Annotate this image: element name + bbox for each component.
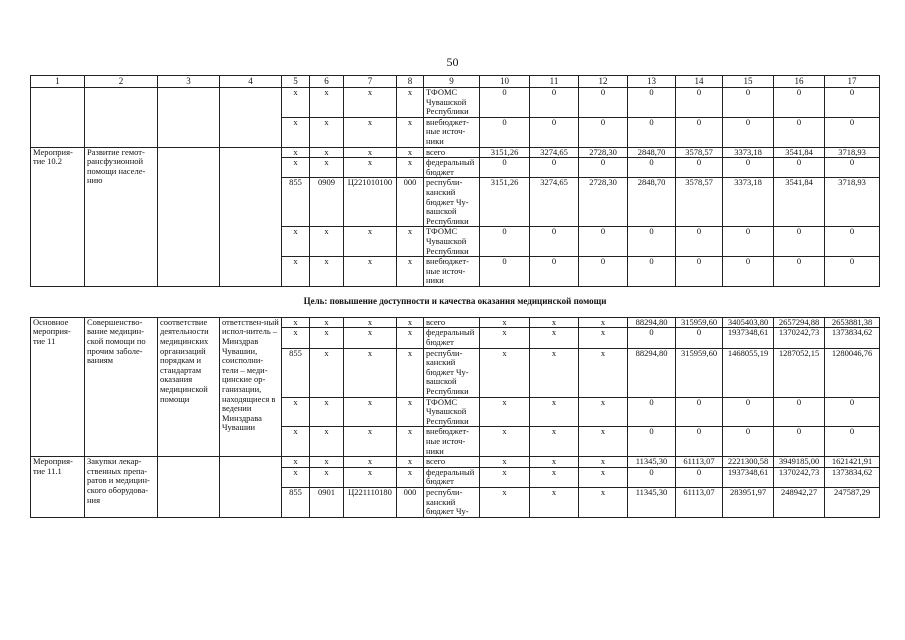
kbk-grbs: x: [282, 158, 310, 178]
year-value: 1468055,19: [723, 348, 774, 397]
year-value: 0: [825, 88, 880, 118]
funding-source: ТФОМС Чувашской Республики: [424, 397, 480, 427]
year-value: 0: [774, 397, 825, 427]
kbk-section: x: [310, 397, 344, 427]
expected-result: соответствие деятельности медицинских организаций порядкам и стандартам оказания медицинской помощи: [158, 317, 220, 456]
kbk-expense-type: 000: [397, 178, 424, 227]
year-value: 0: [480, 88, 530, 118]
year-value: 1287052,15: [774, 348, 825, 397]
measure-title: Развитие гемот-рансфузионной помощи населе-нию: [85, 147, 158, 286]
year-value: 0: [530, 88, 579, 118]
year-value: 0: [774, 227, 825, 257]
kbk-target-article: Ц221110180: [344, 487, 397, 517]
year-value: 61113,07: [676, 457, 723, 468]
column-number-4: 4: [220, 76, 282, 88]
kbk-expense-type: x: [397, 427, 424, 457]
goal-title: Цель: повышение доступности и качества оказания медицинской помощи: [31, 286, 880, 317]
kbk-expense-type: x: [397, 328, 424, 348]
column-number-3: 3: [158, 76, 220, 88]
kbk-target-article: Ц221010100: [344, 178, 397, 227]
table-row: [31, 317, 880, 328]
year-value: 3274,65: [530, 147, 579, 158]
year-value: x: [530, 328, 579, 348]
year-value: x: [579, 397, 628, 427]
year-value: 3578,57: [676, 178, 723, 227]
column-number-1: 1: [31, 76, 85, 88]
kbk-section: x: [310, 328, 344, 348]
year-value: 0: [676, 158, 723, 178]
funding-source: федеральный бюджет: [424, 158, 480, 178]
year-value: 3151,26: [480, 178, 530, 227]
kbk-target-article: x: [344, 457, 397, 468]
year-value: 11345,30: [628, 457, 676, 468]
year-value: 0: [676, 467, 723, 487]
kbk-grbs: x: [282, 317, 310, 328]
year-value: 0: [628, 158, 676, 178]
year-value: x: [530, 348, 579, 397]
kbk-section: x: [310, 117, 344, 147]
kbk-target-article: x: [344, 427, 397, 457]
year-value: 0: [774, 158, 825, 178]
measure-name: Основное мероприя-тие 11: [31, 317, 85, 456]
year-value: 0: [774, 427, 825, 457]
year-value: 0: [628, 257, 676, 287]
year-value: 2728,30: [579, 178, 628, 227]
year-value: 1937348,61: [723, 467, 774, 487]
kbk-target-article: x: [344, 317, 397, 328]
kbk-grbs: x: [282, 397, 310, 427]
year-value: 0: [579, 117, 628, 147]
kbk-target-article: x: [344, 117, 397, 147]
year-value: 0: [676, 257, 723, 287]
year-value: 3718,93: [825, 178, 880, 227]
kbk-target-article: x: [344, 467, 397, 487]
year-value: 0: [825, 227, 880, 257]
year-value: x: [530, 317, 579, 328]
budget-table: [30, 75, 880, 518]
column-number-8: 8: [397, 76, 424, 88]
kbk-expense-type: x: [397, 397, 424, 427]
funding-source: республи-канский бюджет Чу-вашской Республики: [424, 348, 480, 397]
funding-source: всего: [424, 457, 480, 468]
year-value: x: [480, 348, 530, 397]
column-number-15: 15: [723, 76, 774, 88]
funding-source: республи-канский бюджет Чу-: [424, 487, 480, 517]
column-number-2: 2: [85, 76, 158, 88]
year-value: 0: [676, 227, 723, 257]
year-value: 0: [628, 467, 676, 487]
year-value: x: [530, 427, 579, 457]
year-value: 0: [723, 158, 774, 178]
year-value: 0: [628, 427, 676, 457]
year-value: 0: [628, 227, 676, 257]
funding-source: внебюджет-ные источ-ники: [424, 117, 480, 147]
year-value: 2848,70: [628, 178, 676, 227]
kbk-grbs: 855: [282, 348, 310, 397]
year-value: 0: [480, 117, 530, 147]
year-value: 2657294,88: [774, 317, 825, 328]
kbk-target-article: x: [344, 328, 397, 348]
measure-name: Мероприя-тие 10.2: [31, 147, 85, 286]
year-value: 0: [579, 158, 628, 178]
kbk-grbs: x: [282, 88, 310, 118]
year-value: 2653881,38: [825, 317, 880, 328]
year-value: 3274,65: [530, 178, 579, 227]
year-value: x: [530, 397, 579, 427]
executor: [220, 147, 282, 286]
year-value: x: [579, 427, 628, 457]
year-value: x: [530, 457, 579, 468]
year-value: 0: [530, 227, 579, 257]
kbk-grbs: x: [282, 328, 310, 348]
funding-source: внебюджет-ные источ-ники: [424, 257, 480, 287]
year-value: 315959,60: [676, 348, 723, 397]
year-value: x: [480, 317, 530, 328]
kbk-expense-type: x: [397, 117, 424, 147]
kbk-target-article: x: [344, 227, 397, 257]
kbk-target-article: x: [344, 348, 397, 397]
column-number-5: 5: [282, 76, 310, 88]
year-value: x: [579, 457, 628, 468]
year-value: 0: [628, 117, 676, 147]
kbk-grbs: x: [282, 467, 310, 487]
year-value: 88294,80: [628, 317, 676, 328]
year-value: 0: [579, 227, 628, 257]
year-value: 0: [676, 328, 723, 348]
year-value: x: [579, 467, 628, 487]
year-value: 0: [480, 257, 530, 287]
year-value: 3541,84: [774, 147, 825, 158]
year-value: x: [579, 317, 628, 328]
column-number-17: 17: [825, 76, 880, 88]
year-value: x: [579, 348, 628, 397]
cont-col-3: [158, 88, 220, 148]
funding-source: федеральный бюджет: [424, 328, 480, 348]
kbk-target-article: x: [344, 158, 397, 178]
kbk-grbs: 855: [282, 487, 310, 517]
cont-col-1: [31, 88, 85, 148]
year-value: x: [579, 487, 628, 517]
year-value: x: [579, 328, 628, 348]
kbk-section: x: [310, 317, 344, 328]
year-value: 0: [628, 88, 676, 118]
funding-source: республи-канский бюджет Чу-вашской Республики: [424, 178, 480, 227]
kbk-section: x: [310, 348, 344, 397]
year-value: 0: [480, 158, 530, 178]
page-number: 50: [446, 55, 459, 69]
expected-result: [158, 457, 220, 518]
kbk-grbs: x: [282, 117, 310, 147]
year-value: 248942,27: [774, 487, 825, 517]
kbk-section: 0901: [310, 487, 344, 517]
executor: [220, 457, 282, 518]
year-value: x: [480, 328, 530, 348]
kbk-target-article: x: [344, 397, 397, 427]
year-value: 3405403,80: [723, 317, 774, 328]
year-value: 0: [628, 397, 676, 427]
year-value: 0: [579, 88, 628, 118]
executor: ответствен-ный испол-нитель – Минздрав Чувашии, соисполни-тели – меди-цинские ор-ганизации, находящиеся в ведении Минздрава Чувашии: [220, 317, 282, 456]
year-value: 3373,18: [723, 178, 774, 227]
year-value: 1280046,76: [825, 348, 880, 397]
year-value: x: [480, 487, 530, 517]
year-value: 0: [774, 117, 825, 147]
year-value: 0: [579, 257, 628, 287]
table-row: [31, 147, 880, 158]
kbk-expense-type: x: [397, 88, 424, 118]
kbk-section: x: [310, 257, 344, 287]
year-value: 247587,29: [825, 487, 880, 517]
kbk-grbs: 855: [282, 178, 310, 227]
year-value: 1621421,91: [825, 457, 880, 468]
kbk-expense-type: x: [397, 257, 424, 287]
column-number-14: 14: [676, 76, 723, 88]
year-value: 0: [480, 227, 530, 257]
kbk-expense-type: x: [397, 467, 424, 487]
funding-source: ТФОМС Чувашской Республики: [424, 227, 480, 257]
table-row: [31, 457, 880, 468]
kbk-grbs: x: [282, 227, 310, 257]
year-value: 0: [825, 117, 880, 147]
year-value: 0: [825, 257, 880, 287]
funding-source: ТФОМС Чувашской Республики: [424, 88, 480, 118]
year-value: 2221300,58: [723, 457, 774, 468]
header-row: [31, 76, 880, 88]
funding-source: федеральный бюджет: [424, 467, 480, 487]
year-value: 2728,30: [579, 147, 628, 158]
column-number-10: 10: [480, 76, 530, 88]
year-value: 88294,80: [628, 348, 676, 397]
funding-source: всего: [424, 317, 480, 328]
year-value: 3578,57: [676, 147, 723, 158]
year-value: 0: [723, 397, 774, 427]
year-value: 1370242,73: [774, 467, 825, 487]
kbk-grbs: x: [282, 427, 310, 457]
year-value: 0: [676, 88, 723, 118]
measure-title: Совершенство-вание медицин-ской помощи по прочим заболе-ваниям: [85, 317, 158, 456]
year-value: 0: [676, 427, 723, 457]
kbk-grbs: x: [282, 257, 310, 287]
year-value: 0: [676, 397, 723, 427]
kbk-section: x: [310, 88, 344, 118]
year-value: 0: [825, 397, 880, 427]
year-value: 0: [825, 158, 880, 178]
year-value: 1373834,62: [825, 328, 880, 348]
measure-title: Закупки лекар-ственных препа-ратов и медицин-ского оборудова-ния: [85, 457, 158, 518]
kbk-expense-type: x: [397, 317, 424, 328]
kbk-section: x: [310, 227, 344, 257]
year-value: 0: [723, 88, 774, 118]
year-value: 3718,93: [825, 147, 880, 158]
year-value: x: [480, 427, 530, 457]
year-value: 0: [628, 328, 676, 348]
year-value: 0: [723, 117, 774, 147]
year-value: 2848,70: [628, 147, 676, 158]
kbk-section: x: [310, 467, 344, 487]
year-value: x: [530, 467, 579, 487]
column-number-11: 11: [530, 76, 579, 88]
year-value: 1373834,62: [825, 467, 880, 487]
year-value: 0: [676, 117, 723, 147]
year-value: 0: [530, 117, 579, 147]
year-value: 61113,07: [676, 487, 723, 517]
cont-col-4: [220, 88, 282, 148]
year-value: x: [480, 467, 530, 487]
kbk-expense-type: x: [397, 457, 424, 468]
column-number-7: 7: [344, 76, 397, 88]
year-value: 3541,84: [774, 178, 825, 227]
expected-result: [158, 147, 220, 286]
year-value: 315959,60: [676, 317, 723, 328]
year-value: 1937348,61: [723, 328, 774, 348]
funding-source: всего: [424, 147, 480, 158]
kbk-section: x: [310, 147, 344, 158]
year-value: x: [530, 487, 579, 517]
year-value: 0: [774, 257, 825, 287]
year-value: 0: [530, 257, 579, 287]
kbk-target-article: x: [344, 257, 397, 287]
kbk-section: x: [310, 158, 344, 178]
column-number-9: 9: [424, 76, 480, 88]
year-value: 0: [774, 88, 825, 118]
measure-name: Мероприя-тие 11.1: [31, 457, 85, 518]
goal-row: [31, 286, 880, 317]
column-number-13: 13: [628, 76, 676, 88]
year-value: x: [480, 397, 530, 427]
kbk-section: 0909: [310, 178, 344, 227]
kbk-expense-type: 000: [397, 487, 424, 517]
kbk-target-article: x: [344, 147, 397, 158]
column-number-12: 12: [579, 76, 628, 88]
kbk-expense-type: x: [397, 348, 424, 397]
year-value: x: [480, 457, 530, 468]
kbk-section: x: [310, 457, 344, 468]
kbk-expense-type: x: [397, 147, 424, 158]
year-value: 283951,97: [723, 487, 774, 517]
year-value: 3151,26: [480, 147, 530, 158]
kbk-section: x: [310, 427, 344, 457]
column-number-16: 16: [774, 76, 825, 88]
year-value: 0: [723, 227, 774, 257]
kbk-expense-type: x: [397, 158, 424, 178]
table-row: [31, 88, 880, 118]
kbk-grbs: x: [282, 147, 310, 158]
table-body: [31, 76, 880, 518]
year-value: 0: [723, 257, 774, 287]
column-number-6: 6: [310, 76, 344, 88]
year-value: 3949185,00: [774, 457, 825, 468]
year-value: 1370242,73: [774, 328, 825, 348]
year-value: 0: [530, 158, 579, 178]
year-value: 0: [723, 427, 774, 457]
kbk-grbs: x: [282, 457, 310, 468]
year-value: 11345,30: [628, 487, 676, 517]
funding-source: внебюджет-ные источ-ники: [424, 427, 480, 457]
kbk-target-article: x: [344, 88, 397, 118]
kbk-expense-type: x: [397, 227, 424, 257]
cont-col-2: [85, 88, 158, 148]
year-value: 3373,18: [723, 147, 774, 158]
year-value: 0: [825, 427, 880, 457]
